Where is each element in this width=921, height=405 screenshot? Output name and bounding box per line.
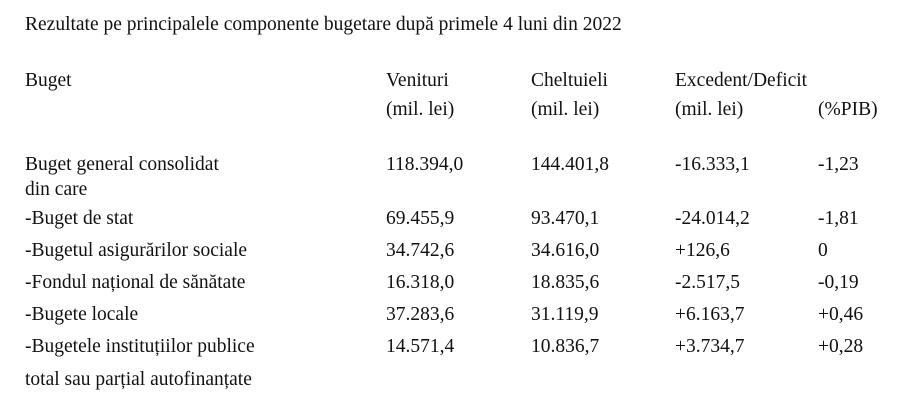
header-cheltuieli: Cheltuieli: [531, 70, 608, 91]
cell-excedent: -24.014,2: [675, 208, 750, 229]
cell-cheltuieli: 18.835,6: [531, 272, 600, 293]
header-venituri-unit: (mil. lei): [386, 99, 455, 120]
cell-excedent: +6.163,7: [675, 304, 745, 325]
cell-pib: -1,81: [818, 208, 859, 229]
cell-venituri: 34.742,6: [386, 240, 455, 261]
cell-pib: +0,28: [818, 336, 864, 357]
header-buget: Buget: [25, 70, 72, 91]
row-name: -Bugete locale: [25, 304, 139, 325]
cell-excedent: -2.517,5: [675, 272, 740, 293]
cell-cheltuieli: 10.836,7: [531, 336, 600, 357]
cell-venituri: 118.394,0: [386, 154, 464, 175]
cell-excedent: -16.333,1: [675, 154, 750, 175]
row-name: Buget general consolidat: [25, 154, 219, 175]
row-name-cont: total sau parțial autofinanțate: [25, 369, 252, 390]
cell-venituri: 37.283,6: [386, 304, 455, 325]
row-name: -Buget de stat: [25, 208, 134, 229]
header-venituri: Venituri: [386, 70, 449, 91]
cell-cheltuieli: 93.470,1: [531, 208, 600, 229]
row-name-cont: din care: [25, 179, 88, 200]
cell-excedent: +126,6: [675, 240, 730, 261]
row-name: -Fondul național de sănătate: [25, 272, 246, 293]
cell-cheltuieli: 144.401,8: [531, 154, 609, 175]
row-name: -Bugetul asigurărilor sociale: [25, 240, 248, 261]
cell-venituri: 14.571,4: [386, 336, 455, 357]
header-excedent-unit: (mil. lei): [675, 99, 744, 120]
header-pib-unit: (%PIB): [818, 99, 878, 120]
cell-cheltuieli: 31.119,9: [531, 304, 599, 325]
cell-cheltuieli: 34.616,0: [531, 240, 600, 261]
cell-excedent: +3.734,7: [675, 336, 745, 357]
cell-venituri: 16.318,0: [386, 272, 455, 293]
header-excedent: Excedent/Deficit: [675, 70, 808, 91]
header-cheltuieli-unit: (mil. lei): [531, 99, 600, 120]
cell-pib: +0,46: [818, 304, 864, 325]
cell-pib: -0,19: [818, 272, 859, 293]
cell-venituri: 69.455,9: [386, 208, 455, 229]
document-title: Rezultate pe principalele componente bugetare după primele 4 luni din 2022: [25, 14, 622, 35]
cell-pib: -1,23: [818, 154, 859, 175]
row-name: -Bugetele instituțiilor publice: [25, 336, 255, 357]
cell-pib: 0: [818, 240, 828, 261]
